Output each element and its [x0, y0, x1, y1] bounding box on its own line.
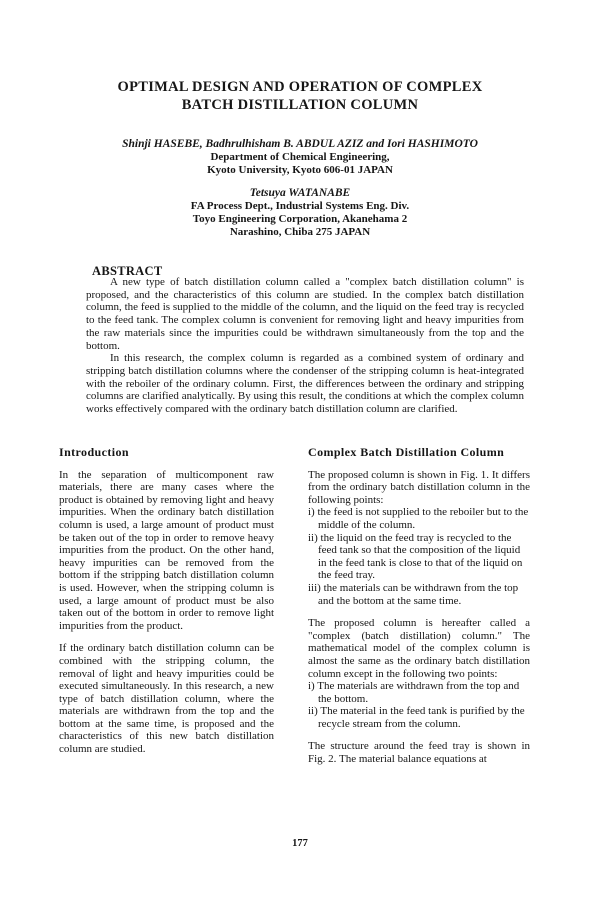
author-company: Toyo Engineering Corporation, Akanehama 2 — [192, 213, 408, 225]
abstract-paragraph: A new type of batch distillation column called a "complex batch distillation column" is proposed, and the characteristics of this column are studied. In the complex batch distillation column, the feed is supplied to the middle of the column, and the liquid on the feed tray is recycled to the feed tank. The complex column is convenient for removing light and heavy impurities from the raw materials since the impurities could be withdrawn simultaneously from the top and the bottom. — [86, 276, 524, 352]
model-paragraph: The proposed column is hereafter called a "complex (batch distillation) column." The mathematical model of the complex column is almost the same as the ordinary batch distillation column except in the following two points: — [308, 617, 530, 680]
difference-list — [308, 506, 530, 607]
list-item-number: ii) — [308, 705, 318, 718]
author-block-toyo — [60, 187, 540, 239]
introduction-paragraph: If the ordinary batch distillation column can be combined with the stripping column, the removal of light and heavy impurities could be executed simultaneously. In this research, a new type of batch distillation column, where the materials are withdrawn from the top and the bottom at the same time, is proposed and the characteristics of this new batch distillation column are studied. — [59, 642, 274, 756]
author-department-2: FA Process Dept., Industrial Systems Eng. Div. — [190, 200, 410, 212]
closing-paragraph: The structure around the feed tray is shown in Fig. 2. The material balance equations at — [308, 740, 530, 766]
abstract-heading: ABSTRACT — [92, 264, 163, 278]
introduction-column — [59, 446, 274, 766]
introduction-heading: Introduction — [59, 445, 129, 459]
author-names-2: Tetsuya WATANABE — [249, 187, 351, 199]
author-department: Department of Chemical Engineering, — [210, 151, 390, 163]
list-item-text: The material in the feed tank is purified by the recycle stream from the column. — [318, 705, 525, 730]
list-item — [308, 506, 530, 531]
list-item-number: ii) — [308, 531, 318, 544]
introduction-paragraph: In the separation of multicomponent raw materials, there are many cases where the product is obtained by removing light and heavy impurities. When the ordinary batch distillation column is used, a large amount of product must be taken out of the top in order to remove heavy impurities from the product. On the other hand, heavy impurities can be removed from the bottom if the stripping batch distillation column is used. However, when the stripping column is used, a large amount of product must be also taken out of the bottom in order to remove light impurities from the product. — [59, 468, 274, 632]
title-line-2: BATCH DISTILLATION COLUMN — [181, 97, 419, 113]
title-line-1: OPTIMAL DESIGN AND OPERATION OF COMPLEX — [117, 79, 483, 95]
author-names: Shinji HASEBE, Badhrulhisham B. ABDUL AZIZ and Iori HASHIMOTO — [122, 138, 478, 150]
list-item-number: i) — [308, 506, 315, 519]
model-difference-list — [308, 680, 530, 730]
list-item — [308, 532, 530, 582]
author-university: Kyoto University, Kyoto 606-01 JAPAN — [207, 164, 393, 176]
list-item-text: the feed is not supplied to the reboiler but to the middle of the column. — [317, 506, 529, 531]
abstract-body — [86, 276, 524, 416]
list-item-number: i) — [308, 680, 315, 693]
abstract-paragraph: In this research, the complex column is regarded as a combined system of ordinary and stripping batch distillation columns where the condenser of the stripping column is heat-integrated with the reboiler of the ordinary column. First, the differences between the ordinary and stripping columns are clarified analytically. By using this result, the conditions at which the complex column works effectively compared with the ordinary batch distillation column are clarified. — [86, 352, 524, 416]
complex-column-section — [308, 446, 530, 776]
list-item-text: the materials can be withdrawn from the top and the bottom at the same time. — [318, 581, 519, 607]
paper-title — [60, 78, 540, 114]
author-address: Narashino, Chiba 275 JAPAN — [229, 226, 371, 238]
list-item-number: iii) — [308, 581, 321, 594]
author-block-kyoto — [60, 138, 540, 177]
list-item — [308, 680, 530, 705]
page-number: 177 — [292, 838, 308, 849]
list-item-text: the liquid on the feed tray is recycled to the feed tank so that the composition of the liquid in the feed tank is close to that of the liquid on the feed tray. — [318, 531, 523, 582]
complex-section-heading: Complex Batch Distillation Column — [308, 445, 505, 459]
list-item — [308, 705, 530, 730]
complex-intro: The proposed column is shown in Fig. 1. It differs from the ordinary batch distillation column in the following points: — [308, 468, 530, 506]
list-item — [308, 582, 530, 607]
list-item-text: The materials are withdrawn from the top and the bottom. — [317, 680, 520, 705]
